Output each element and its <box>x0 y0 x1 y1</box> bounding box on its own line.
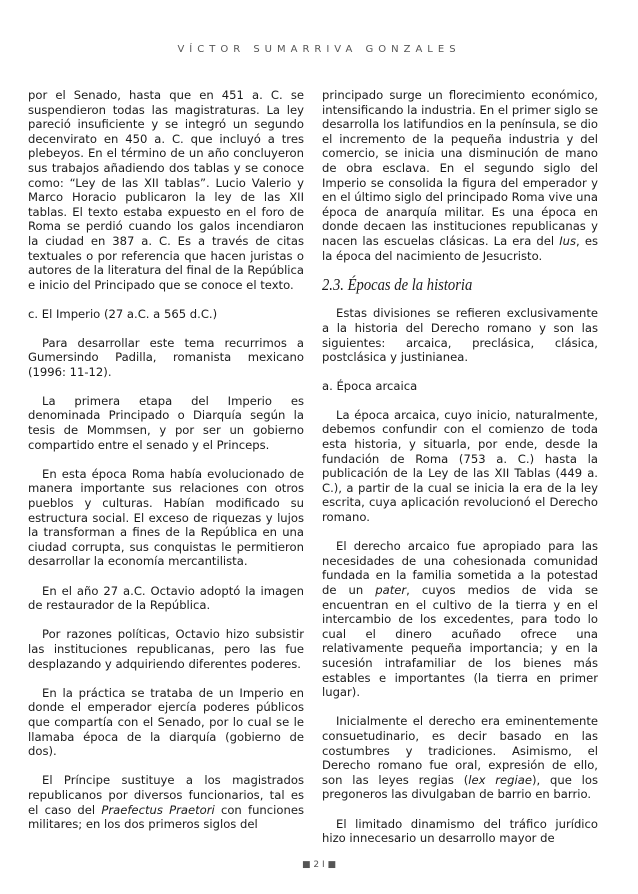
paragraph: La época arcaica, cuyo inicio, naturalmente, debemos confundir con el comienzo de toda esta historia, y situarla, por ende, desde la fundación de Roma (753 a. C.) hasta la publicación de la Ley de las XII Tablas (449 a. C.), a partir de la cual se inicia la era de la ley escrita, cuya aplicación revolucionó el Derecho romano. <box>322 407 598 525</box>
text-run: El Príncipe sustituye a los magistrados republicanos por diversos funcionarios, tal es el caso del <box>28 773 304 817</box>
paragraph: Para desarrollar este tema recurrimos a Gumersindo Padilla, romanista mexicano (1996: 11-12). <box>28 335 304 379</box>
text-run: ), que los pregoneros las divulgaban de barrio en barrio. <box>322 772 598 802</box>
paragraph: En la práctica se trataba de un Imperio en donde el emperador ejercía poderes públicos que compartía con el Senado, por lo cual se le llamaba época de la diarquía (gobierno de dos). <box>28 685 304 759</box>
section-heading: 2.3. Épocas de la historia <box>322 274 473 294</box>
left-column <box>28 88 304 846</box>
text-run: con funciones militares; en los dos primeros siglos del <box>28 802 304 832</box>
text-run: principado surge un florecimiento económico, intensificando la industria. En el primer siglo se desarrolla los latifundios en la península, se dio el incremento de la pequeña industria y del comercio, se inicia una disminución de mano de obra esclava. En el segundo siglo del Imperio se consolida la figura del emperador y en el último siglo del principado Roma vive una época de anarquía militar. Es una época en donde decaen las instituciones republicanas y nacen las escuelas clásicas. La era del <box>322 88 598 248</box>
paragraph <box>28 773 304 831</box>
paragraph: En esta época Roma había evolucionado de manera importante sus relaciones con otros pueblos y culturas. Habían modificado su estructura social. El exceso de riquezas y lujos la transforman a fines de la República en una ciudad corrupta, sus conquistas le permitieron desarrollar la economía mercantilista. <box>28 466 304 569</box>
text-run: , cuyos medios de vida se encuentran en el cultivo de la tierra y en el intercambio de los excedentes, para todo lo cual el dinero acuñado ofrece una relativamente pequeña importancia; y en la sucesión intrafamiliar de los bienes más estables e importantes (la tierra en primer lugar). <box>322 583 599 700</box>
running-header: VÍCTOR SUMARRIVA GONZALES <box>177 44 461 55</box>
right-column <box>322 88 598 860</box>
paragraph: Por razones políticas, Octavio hizo subsistir las instituciones republicanas, pero las fue desplazando y adquiriendo diferentes poderes. <box>28 627 304 671</box>
page-number: ■ 2 I ■ <box>302 860 336 870</box>
italic-term: Ius <box>559 233 577 248</box>
italic-term: pater <box>375 583 407 597</box>
text-run: , es la época del nacimiento de Jesucristo. <box>322 233 599 263</box>
text-run: Inicialmente el derecho era eminentemente consuetudinario, es decir basado en las costumbres y tradiciones. Asimismo, el Derecho romano fue oral, expresión de ello, son las leyes regias ( <box>322 714 598 787</box>
subheading-imperio: c. El Imperio (27 a.C. a 565 d.C.) <box>28 306 218 321</box>
paragraph <box>322 714 598 802</box>
paragraph: En el año 27 a.C. Octavio adoptó la imagen de restaurador de la República. <box>28 583 304 613</box>
subheading-arcaica: a. Época arcaica <box>322 379 418 394</box>
paragraph <box>322 88 598 263</box>
italic-term: Praefectus Praetori <box>101 802 215 817</box>
paragraph: El limitado dinamismo del tráfico jurídico hizo innecesario un desarrollo mayor de <box>322 816 598 846</box>
paragraph: por el Senado, hasta que en 451 a. C. se suspendieron todas las magistraturas. La ley pareció insuficiente y se integró un segundo decenvirato en 450 a. C. que incluyó a tres plebeyos. En el término de un año concluyeron sus trabajos añadiendo dos tablas y se conoce como: “Ley de las XII tablas”. Lucio Valerio y Marco Horacio publicaron la ley de las XII tablas. El texto estaba expuesto en el foro de Roma se perdió cuando los galos incendiaron la ciudad en 387 a. C. Es a través de citas textuales o por referencia que hacen juristas o autores de la literatura del final de la República e inicio del Principado que se conoce el texto. <box>28 88 304 292</box>
paragraph: La primera etapa del Imperio es denominada Principado o Diarquía según la tesis de Mommsen, y por ser un gobierno compartido entre el senado y el Princeps. <box>28 393 304 452</box>
paragraph: Estas divisiones se refieren exclusivamente a la historia del Derecho romano y son las siguientes: arcaica, preclásica, clásica, postclásica y justinianea. <box>322 306 598 365</box>
paragraph <box>322 539 598 700</box>
italic-term: lex regiae <box>468 772 533 787</box>
text-run: El derecho arcaico fue apropiado para las necesidades de una cohesionada comunidad fundada en la familia sometida a la potestad de un <box>322 539 598 597</box>
